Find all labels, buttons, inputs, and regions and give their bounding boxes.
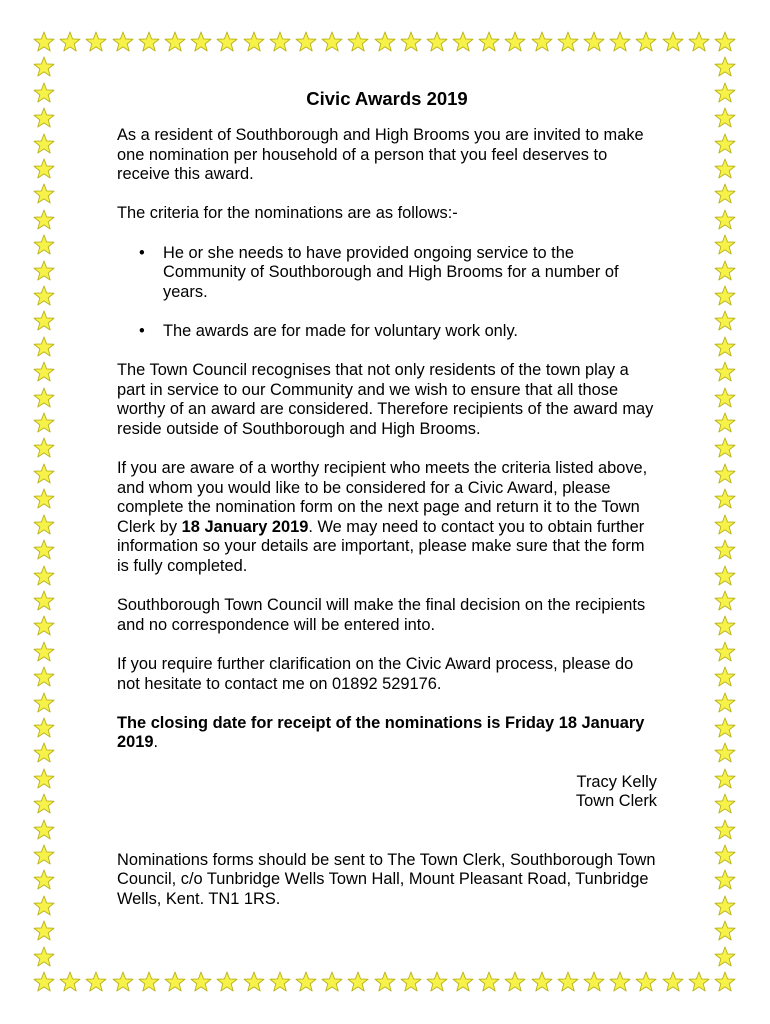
star-icon xyxy=(33,615,55,637)
star-icon xyxy=(112,31,134,53)
star-icon xyxy=(33,539,55,561)
star-icon xyxy=(714,539,736,561)
star-icon xyxy=(452,971,474,993)
criteria-list xyxy=(117,244,657,342)
star-icon xyxy=(85,31,107,53)
star-icon xyxy=(714,82,736,104)
star-icon xyxy=(714,971,736,993)
star-icon xyxy=(714,183,736,205)
recognition-paragraph: The Town Council recognises that not only residents of the town play a part in service to our Community and we wish to ensure that all those worthy of an award are considered. Therefore recipients of the award may reside outside of Southborough and High Brooms. xyxy=(117,361,654,438)
closing-paragraph xyxy=(117,714,657,753)
star-icon xyxy=(269,31,291,53)
star-icon xyxy=(609,31,631,53)
star-icon xyxy=(164,971,186,993)
star-icon xyxy=(714,819,736,841)
criteria-text: The awards are for made for voluntary work only. xyxy=(163,321,518,340)
star-icon xyxy=(714,209,736,231)
star-icon xyxy=(33,336,55,358)
star-icon xyxy=(662,971,684,993)
star-icon xyxy=(33,463,55,485)
star-icon xyxy=(33,514,55,536)
star-icon xyxy=(635,971,657,993)
star-icon xyxy=(714,310,736,332)
star-icon xyxy=(33,488,55,510)
star-icon xyxy=(714,946,736,968)
star-icon xyxy=(138,31,160,53)
page-title: Civic Awards 2019 xyxy=(306,88,468,109)
bullet-icon: • xyxy=(139,243,145,262)
criteria-item xyxy=(117,322,657,342)
star-icon xyxy=(190,31,212,53)
star-icon xyxy=(33,56,55,78)
star-icon xyxy=(33,971,55,993)
star-icon xyxy=(59,31,81,53)
star-icon xyxy=(321,971,343,993)
star-icon xyxy=(714,615,736,637)
star-icon xyxy=(531,971,553,993)
star-icon xyxy=(33,387,55,409)
star-icon xyxy=(583,971,605,993)
star-icon xyxy=(531,31,553,53)
star-icon xyxy=(33,82,55,104)
star-icon xyxy=(374,971,396,993)
star-icon xyxy=(33,946,55,968)
star-icon xyxy=(609,971,631,993)
star-icon xyxy=(33,234,55,256)
signature-block xyxy=(117,773,657,812)
star-icon xyxy=(33,565,55,587)
star-icon xyxy=(714,234,736,256)
star-icon xyxy=(714,31,736,53)
clarification-paragraph: If you require further clarification on the Civic Award process, please do not hesitate to contact me on 01892 529176. xyxy=(117,655,634,693)
star-icon xyxy=(714,437,736,459)
star-icon xyxy=(714,336,736,358)
star-icon xyxy=(243,31,265,53)
star-icon xyxy=(714,133,736,155)
star-icon xyxy=(33,793,55,815)
star-icon xyxy=(714,412,736,434)
star-icon xyxy=(33,183,55,205)
return-text-before: If you are aware of a worthy recipient who meets the criteria listed above, and whom you would like to be considered for a Civic Award, please complete the nomination form on the next page and return it to the Town Clerk by xyxy=(117,459,648,536)
closing-date-text: The closing date for receipt of the nominations is Friday 18 January 2019 xyxy=(117,713,645,752)
star-icon xyxy=(452,31,474,53)
star-icon xyxy=(714,895,736,917)
return-text-after: . We may need to contact you to obtain further information so your details are important, please make sure that the form is fully completed. xyxy=(117,517,645,576)
signatory-role: Town Clerk xyxy=(575,792,657,811)
star-icon xyxy=(33,285,55,307)
signatory-name: Tracy Kelly xyxy=(576,772,657,791)
star-icon xyxy=(347,31,369,53)
star-icon xyxy=(295,31,317,53)
star-icon xyxy=(33,361,55,383)
closing-period: . xyxy=(153,733,159,752)
star-icon xyxy=(714,768,736,790)
star-icon xyxy=(33,310,55,332)
address-paragraph: Nominations forms should be sent to The Town Clerk, Southborough Town Council, c/o Tunbridge Wells Town Hall, Mount Pleasant Road, Tunbridge Wells, Kent. TN1 1RS. xyxy=(117,850,656,908)
star-icon xyxy=(478,31,500,53)
decision-paragraph: Southborough Town Council will make the final decision on the recipients and no correspondence will be entered into. xyxy=(117,596,646,634)
star-icon xyxy=(714,158,736,180)
star-icon xyxy=(33,209,55,231)
criteria-item xyxy=(117,244,657,303)
star-icon xyxy=(714,488,736,510)
star-icon xyxy=(688,971,710,993)
star-icon xyxy=(243,971,265,993)
star-icon xyxy=(33,819,55,841)
return-paragraph xyxy=(117,459,657,577)
star-icon xyxy=(635,31,657,53)
star-icon xyxy=(714,920,736,942)
star-icon xyxy=(321,31,343,53)
star-icon xyxy=(714,56,736,78)
star-icon xyxy=(714,107,736,129)
star-icon xyxy=(112,971,134,993)
star-icon xyxy=(426,31,448,53)
letter-body xyxy=(117,88,657,929)
star-icon xyxy=(714,565,736,587)
star-icon xyxy=(714,361,736,383)
star-icon xyxy=(662,31,684,53)
star-icon xyxy=(33,717,55,739)
star-icon xyxy=(33,920,55,942)
star-icon xyxy=(33,412,55,434)
star-icon xyxy=(714,641,736,663)
star-icon xyxy=(33,895,55,917)
star-icon xyxy=(714,869,736,891)
intro-paragraph: As a resident of Southborough and High Brooms you are invited to make one nomination per household of a person that you feel deserves to receive this award. xyxy=(117,126,644,184)
star-icon xyxy=(400,31,422,53)
star-icon xyxy=(33,641,55,663)
star-icon xyxy=(557,31,579,53)
star-icon xyxy=(714,260,736,282)
star-icon xyxy=(504,31,526,53)
star-icon xyxy=(164,31,186,53)
star-icon xyxy=(714,844,736,866)
star-icon xyxy=(374,31,396,53)
star-icon xyxy=(557,971,579,993)
star-icon xyxy=(714,590,736,612)
star-icon xyxy=(714,717,736,739)
star-icon xyxy=(85,971,107,993)
star-icon xyxy=(33,158,55,180)
star-icon xyxy=(33,133,55,155)
star-icon xyxy=(216,31,238,53)
star-icon xyxy=(33,768,55,790)
star-icon xyxy=(33,107,55,129)
star-icon xyxy=(714,793,736,815)
star-icon xyxy=(33,666,55,688)
star-icon xyxy=(138,971,160,993)
star-icon xyxy=(33,869,55,891)
bullet-icon: • xyxy=(139,321,145,340)
star-icon xyxy=(59,971,81,993)
star-icon xyxy=(216,971,238,993)
star-icon xyxy=(688,31,710,53)
deadline-date: 18 January 2019 xyxy=(181,517,309,536)
star-icon xyxy=(714,666,736,688)
star-icon xyxy=(347,971,369,993)
star-icon xyxy=(714,514,736,536)
star-icon xyxy=(400,971,422,993)
star-icon xyxy=(714,742,736,764)
star-icon xyxy=(583,31,605,53)
star-icon xyxy=(504,971,526,993)
star-icon xyxy=(714,285,736,307)
star-icon xyxy=(33,437,55,459)
star-icon xyxy=(190,971,212,993)
star-icon xyxy=(269,971,291,993)
criteria-text: He or she needs to have provided ongoing service to the Community of Southborough and High Brooms for a number of years. xyxy=(163,243,619,301)
star-icon xyxy=(714,387,736,409)
criteria-heading: The criteria for the nominations are as follows:- xyxy=(117,204,458,223)
star-icon xyxy=(478,971,500,993)
star-icon xyxy=(33,590,55,612)
star-icon xyxy=(33,742,55,764)
star-icon xyxy=(714,692,736,714)
star-icon xyxy=(295,971,317,993)
star-icon xyxy=(33,31,55,53)
star-icon xyxy=(714,463,736,485)
star-icon xyxy=(33,844,55,866)
star-icon xyxy=(426,971,448,993)
star-icon xyxy=(33,260,55,282)
star-icon xyxy=(33,692,55,714)
